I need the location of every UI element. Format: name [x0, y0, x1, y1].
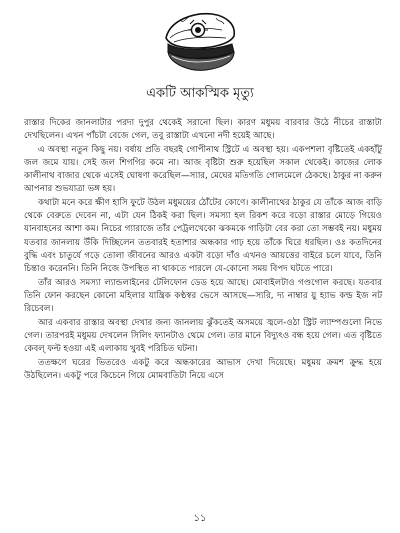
- paragraph: ততক্ষণে ঘরের ভিতরেও একটু করে অন্ধকারের আভাস দেখা দিয়েছে। মধুময় ক্রমশ ক্রুদ্ধ হয়ে উঠছিলেন। একটু পরে কিচেনে গিয়ে মোমবাতিটা নিয়ে এসে: [24, 357, 382, 381]
- paragraph: এ অবস্থা নতুন কিছু নয়। বর্ষায় প্রতি বছরই গোপীনাথ স্ট্রিটে এ অবস্থা হয়। একপশলা বৃষ্টিতেই একহাঁটু জল জমে যায়। সেই জল শিগগির কমে না। আজ বৃষ্টিটা শুরু হয়েছিল সকাল থেকেই। কাজের লোক কালীনাথ বাজার থেকে এসেই ঘোষণা করেছিল—স্যার, মেঘের মতিগতি গোলমেলে ঠেকছে। ঠাকুর না করুন আপনার শুভযাত্রা ভঙ্গ হয়।: [24, 144, 382, 195]
- page-number: ১১: [193, 513, 207, 524]
- paragraph: তাঁর আরও সমস্যা ল্যান্ডলাইনের টেলিফোন ডেড হয়ে আছে। মোবাইলটাও গণ্ডগোল করছে। যতবার তিনি ফোন করছেন কোনো মহিলার যান্ত্রিক কণ্ঠস্বর ভেসে আসছে—স্যরি, দ্য নাম্বার য়ু হ্যাভ কল্ড ইজ নট রিচেবল।: [24, 277, 382, 315]
- paragraph: আর একবার রাস্তার অবস্থা দেখার জন্য জানলায় ঝুঁকতেই অসময়ে জ্বলে-ওঠা স্ট্রিট ল্যাম্পগুলো নিভে গেল। তারপরই মধুময় দেখলেন সিলিং ফ্যানটাও থেমে গেল। তার মানে বিদ্যুৎও বন্ধ হয়ে গেল। এত বৃষ্টিতে কেবল্ ফল্ট হওয়া এই এলাকায় খুবই পরিচিত ঘটনা।: [24, 317, 382, 355]
- paragraph: রাস্তার দিকের জানলাটার পরদা দুপুর থেকেই সরানো ছিল। কারণ মধুময় বারবার উঠে নীচের রাস্তাটা দেখছিলেন। এখন পাঁচটা বেজে গেল, তবু রাস্তাটা এখনো নদী হয়েই আছে।: [24, 118, 382, 142]
- chapter-title: একটি আকস্মিক মৃত্যু: [146, 86, 254, 101]
- paragraph: কথাটা মনে করে ক্ষীণ হাসি ফুটে উঠল মধুময়ের ঠোঁটের কোণে। কালীনাথের ঠাকুর যে তাঁকে আজ বাড়ি থেকে বেরুতে দেবেন না, এটা যেন ঠিকই করা ছিল। সমস্যা হল রিকশ করে বড়ো রাস্তার মোড়ে গিয়েও যানবাহনের আশা কম। নিচের গ্যারাজে তাঁর পেট্রলখেকো ঝকমকে গাড়িটা বের করা তো সম্ভবই নয়। মধুময় যতবার জানলায় উঁকি দিচ্ছিলেন ততবারই হতাশার অন্ধকার গাঢ় হয়ে তাঁকে ঘিরে ধরছিল। ওঃ কতদিনের বুদ্ধি এবং চাতুর্যে গড়ে তোলা জীবনের আরও একটা বড়ো দাঁও এখনও আয়ত্তের বাইরে চলে যাবে, তিনি চিন্তাও করেননি। তিনি নিজে উপস্থিত না থাকতে পারলে যে-কোনো সময় বিপদ ঘটতে পারে।: [24, 198, 382, 275]
- body-text: [24, 117, 382, 383]
- police-cap-illustration: [160, 10, 240, 76]
